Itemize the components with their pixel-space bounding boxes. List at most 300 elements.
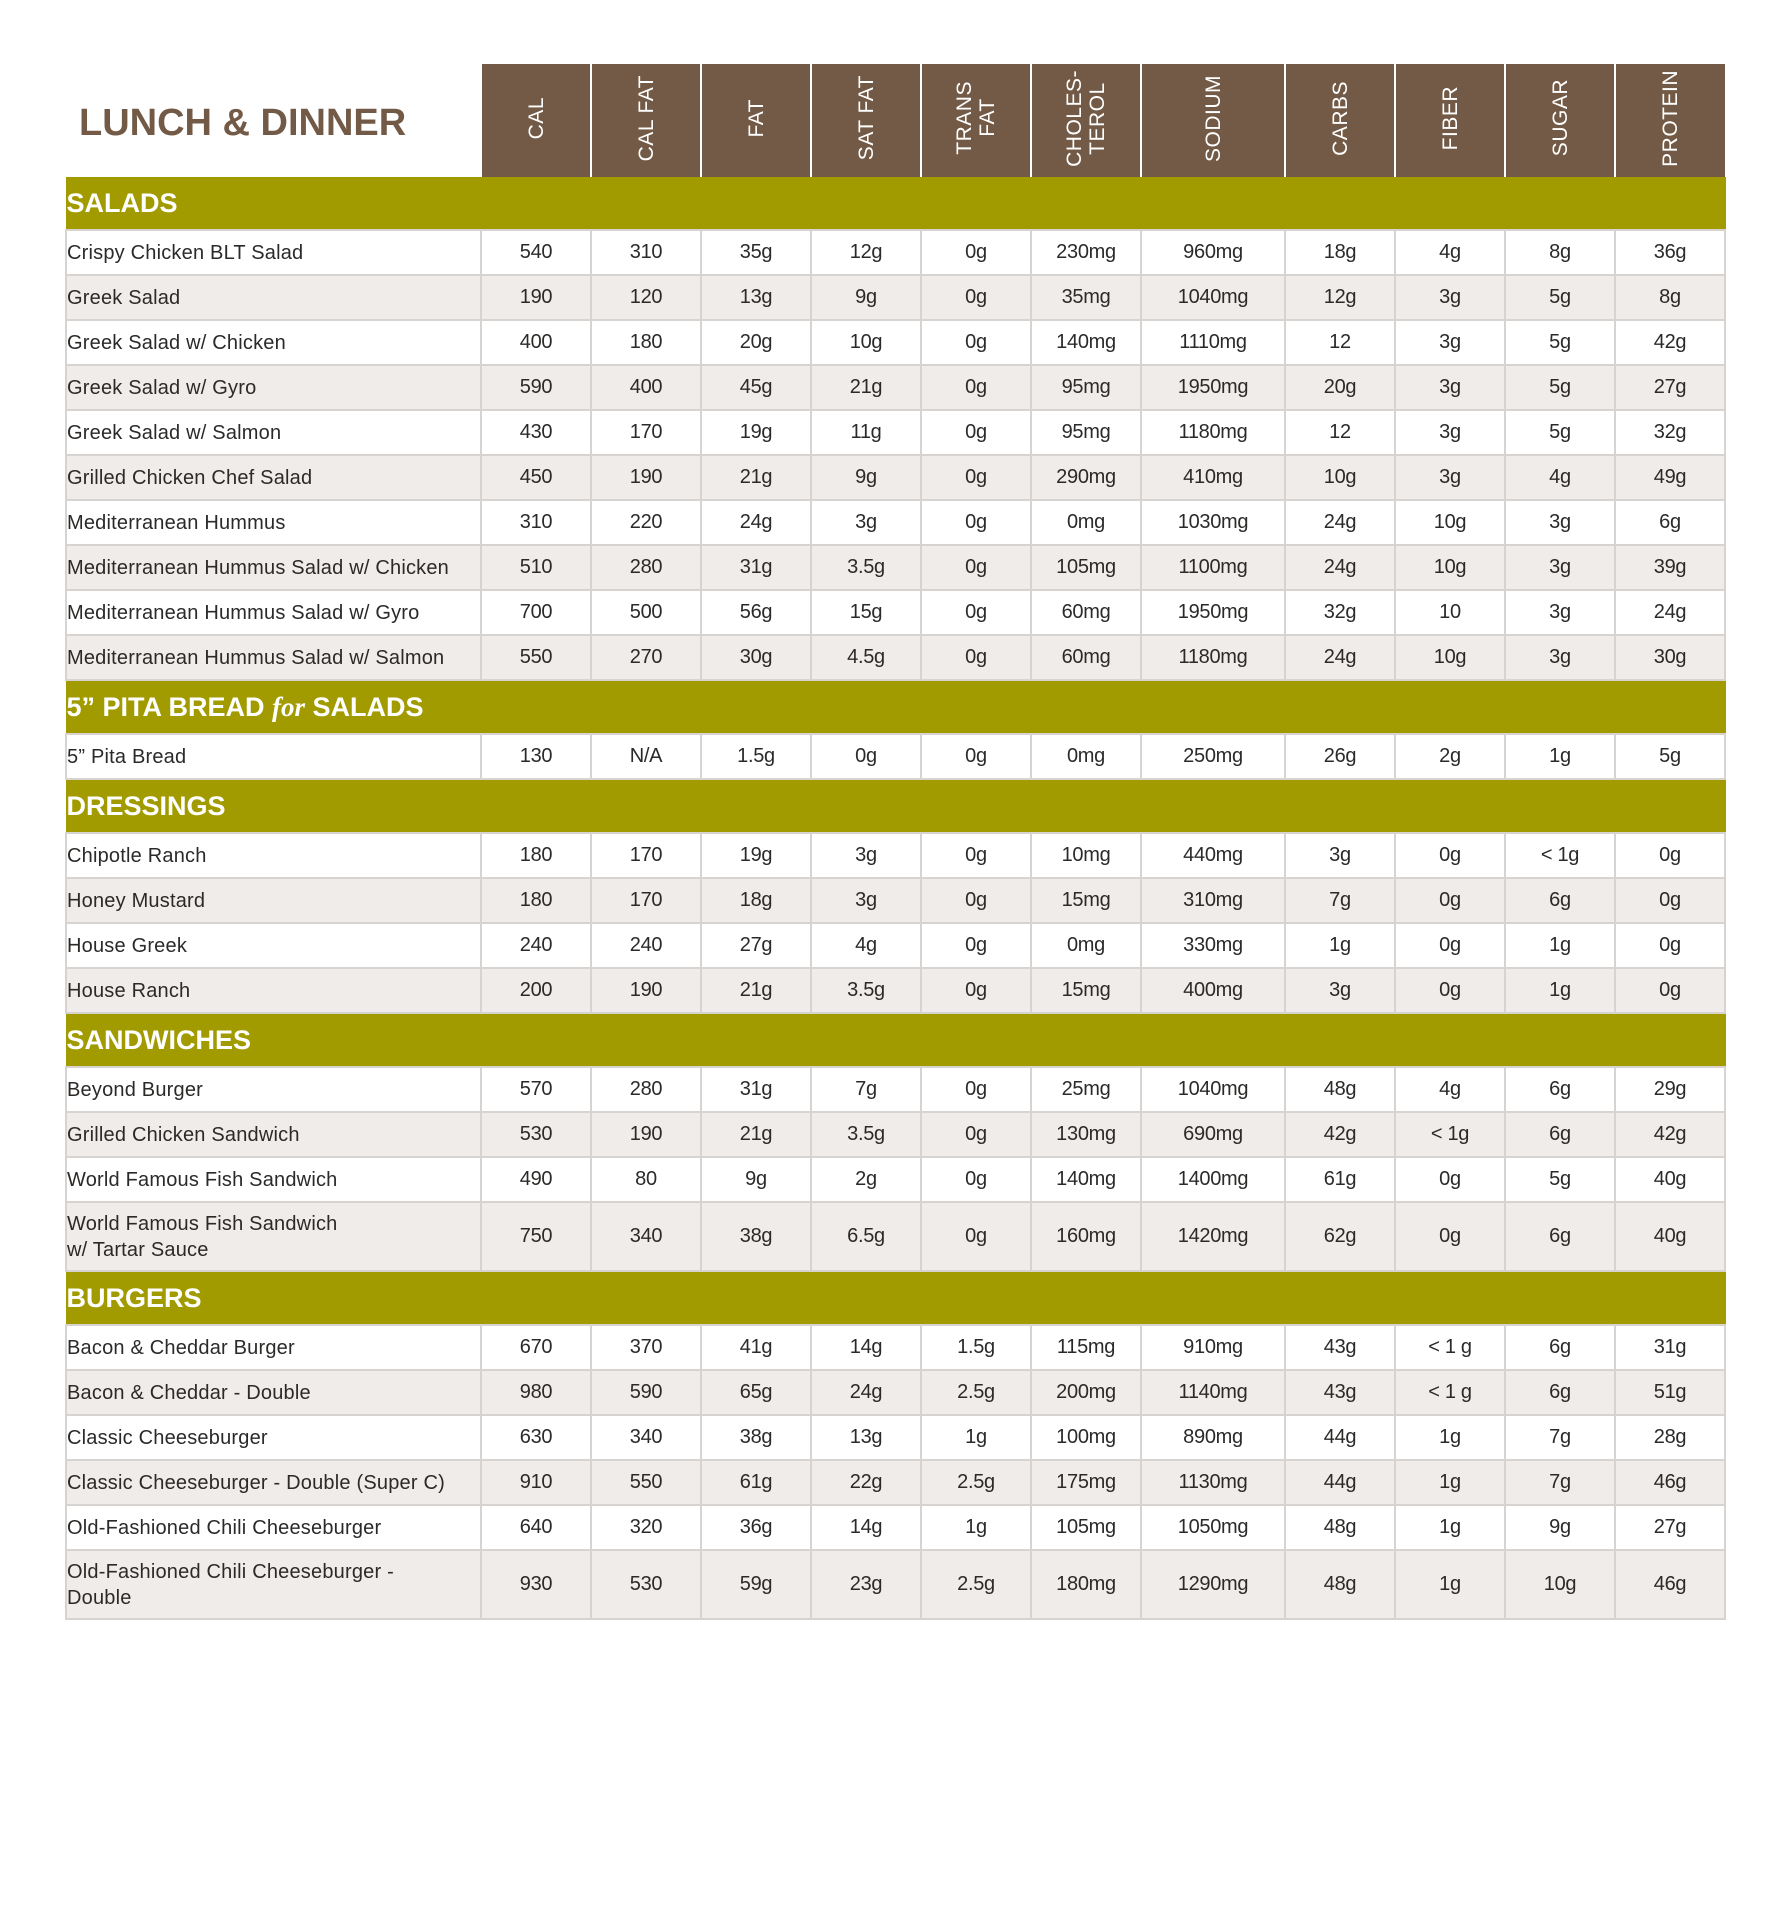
table-row (66, 1067, 1725, 1112)
nutrient-value: 130mg (1031, 1112, 1141, 1157)
nutrient-value: 0g (921, 545, 1031, 590)
nutrient-value: 44g (1285, 1415, 1395, 1460)
nutrient-value: 22g (811, 1460, 921, 1505)
col-header-fiber (1395, 64, 1505, 177)
nutrient-value: 5g (1505, 365, 1615, 410)
nutrient-value: 59g (701, 1550, 811, 1619)
table-body (66, 177, 1725, 1619)
nutrient-value: 1110mg (1141, 320, 1285, 365)
nutrient-value: 340 (591, 1202, 701, 1271)
nutrient-value: 3g (1505, 500, 1615, 545)
nutrient-value: 450 (481, 455, 591, 500)
nutrient-value: 12g (811, 230, 921, 275)
nutrient-value: 310 (591, 230, 701, 275)
nutrient-value: 48g (1285, 1550, 1395, 1619)
section-title-part: 5” PITA BREAD (66, 691, 273, 722)
nutrient-value: 65g (701, 1370, 811, 1415)
nutrient-value: 0g (811, 734, 921, 779)
nutrient-value: 12 (1285, 410, 1395, 455)
section-title-part: SALADS (305, 691, 424, 722)
nutrient-value: 400 (591, 365, 701, 410)
table-row (66, 500, 1725, 545)
nutrient-value: 370 (591, 1325, 701, 1370)
nutrient-value: 530 (591, 1550, 701, 1619)
table-row (66, 1505, 1725, 1550)
nutrient-value: 45g (701, 365, 811, 410)
nutrient-value: 430 (481, 410, 591, 455)
nutrient-value: 115mg (1031, 1325, 1141, 1370)
nutrient-value: 7g (1505, 1460, 1615, 1505)
nutrient-value: 5g (1505, 275, 1615, 320)
nutrient-value: 15mg (1031, 968, 1141, 1013)
nutrient-value: 24g (1285, 545, 1395, 590)
section-title: SALADS (66, 177, 1725, 230)
nutrient-value: 130 (481, 734, 591, 779)
nutrient-value: 49g (1615, 455, 1725, 500)
nutrient-value: 61g (1285, 1157, 1395, 1202)
nutrient-value: 1g (1395, 1505, 1505, 1550)
nutrient-value: 3g (1395, 320, 1505, 365)
nutrient-value: 0g (921, 410, 1031, 455)
nutrient-value: 0mg (1031, 734, 1141, 779)
nutrient-value: 28g (1615, 1415, 1725, 1460)
nutrient-value: 27g (1615, 1505, 1725, 1550)
nutrient-value: 3g (1395, 275, 1505, 320)
nutrient-value: 230mg (1031, 230, 1141, 275)
item-name: Greek Salad w/ Salmon (66, 410, 481, 455)
nutrient-value: 700 (481, 590, 591, 635)
nutrient-value: 170 (591, 878, 701, 923)
nutrient-value: 10 (1395, 590, 1505, 635)
col-header-label: PROTEIN (1659, 69, 1682, 167)
nutrient-value: 690mg (1141, 1112, 1285, 1157)
nutrient-value: 640 (481, 1505, 591, 1550)
nutrient-value: 0g (921, 833, 1031, 878)
nutrient-value: 21g (701, 455, 811, 500)
table-row (66, 833, 1725, 878)
nutrient-value: 43g (1285, 1370, 1395, 1415)
nutrient-value: 180 (481, 878, 591, 923)
nutrient-value: 290mg (1031, 455, 1141, 500)
item-name: Chipotle Ranch (66, 833, 481, 878)
nutrient-value: 3g (1505, 545, 1615, 590)
nutrient-value: 310 (481, 500, 591, 545)
nutrient-value: 140mg (1031, 320, 1141, 365)
nutrient-value: 200mg (1031, 1370, 1141, 1415)
nutrient-value: 190 (481, 275, 591, 320)
nutrient-value: 95mg (1031, 365, 1141, 410)
nutrient-value: 11g (811, 410, 921, 455)
nutrient-value: 5g (1505, 1157, 1615, 1202)
nutrient-value: 890mg (1141, 1415, 1285, 1460)
nutrient-value: 2g (1395, 734, 1505, 779)
table-row (66, 1112, 1725, 1157)
col-header-label: CAL FAT (634, 74, 658, 162)
col-header-label: FAT (744, 98, 768, 138)
nutrient-value: 18g (1285, 230, 1395, 275)
nutrient-value: 410mg (1141, 455, 1285, 500)
nutrient-value: 440mg (1141, 833, 1285, 878)
nutrient-value: 1g (1505, 734, 1615, 779)
nutrient-value: 0g (921, 590, 1031, 635)
col-header-cholesterol (1031, 64, 1141, 177)
nutrient-value: 6g (1505, 878, 1615, 923)
nutrient-value: 2.5g (921, 1460, 1031, 1505)
nutrient-value: 240 (481, 923, 591, 968)
nutrient-value: 310mg (1141, 878, 1285, 923)
nutrient-value: 550 (591, 1460, 701, 1505)
col-header-carbs (1285, 64, 1395, 177)
nutrient-value: 105mg (1031, 545, 1141, 590)
nutrient-value: 35g (701, 230, 811, 275)
nutrient-value: 4g (1395, 230, 1505, 275)
nutrient-value: 19g (701, 410, 811, 455)
nutrient-value: 60mg (1031, 635, 1141, 680)
item-name: Greek Salad w/ Gyro (66, 365, 481, 410)
nutrient-value: 0g (921, 230, 1031, 275)
table-row (66, 545, 1725, 590)
nutrient-value: 51g (1615, 1370, 1725, 1415)
nutrient-value: 6g (1615, 500, 1725, 545)
nutrient-value: 18g (701, 878, 811, 923)
item-name: House Greek (66, 923, 481, 968)
nutrient-value: 27g (701, 923, 811, 968)
nutrient-value: 0g (921, 365, 1031, 410)
nutrient-value: 180 (591, 320, 701, 365)
section-header-row (66, 779, 1725, 833)
nutrient-value: 0g (1615, 968, 1725, 1013)
nutrient-value: 10g (811, 320, 921, 365)
nutrient-value: 48g (1285, 1505, 1395, 1550)
nutrient-value: 0g (1615, 878, 1725, 923)
nutrient-value: 1g (1395, 1550, 1505, 1619)
nutrient-value: 200 (481, 968, 591, 1013)
nutrient-value: 910mg (1141, 1325, 1285, 1370)
item-name: Grilled Chicken Sandwich (66, 1112, 481, 1157)
nutrient-value: 24g (1285, 635, 1395, 680)
nutrient-value: 5g (1505, 320, 1615, 365)
nutrient-value: 6.5g (811, 1202, 921, 1271)
nutrient-value: 1950mg (1141, 590, 1285, 635)
nutrient-value: 330mg (1141, 923, 1285, 968)
nutrient-value: 750 (481, 1202, 591, 1271)
nutrient-value: 0g (921, 635, 1031, 680)
nutrient-value: 56g (701, 590, 811, 635)
nutrient-value: 180mg (1031, 1550, 1141, 1619)
nutrient-value: 4g (1505, 455, 1615, 500)
item-name: Honey Mustard (66, 878, 481, 923)
nutrient-value: 120 (591, 275, 701, 320)
nutrient-value: 0g (921, 878, 1031, 923)
nutrient-value: 2.5g (921, 1550, 1031, 1619)
nutrient-value: 0g (1395, 878, 1505, 923)
nutrient-value: 3g (1505, 635, 1615, 680)
col-header-label: SUGAR (1548, 79, 1572, 157)
nutrient-value: 1180mg (1141, 410, 1285, 455)
nutrient-value: 500 (591, 590, 701, 635)
nutrient-value: 1g (921, 1505, 1031, 1550)
nutrient-value: 0g (1395, 833, 1505, 878)
nutrient-value: 8g (1505, 230, 1615, 275)
nutrient-value: 61g (701, 1460, 811, 1505)
nutrient-value: 0g (921, 500, 1031, 545)
nutrient-value: < 1g (1395, 1112, 1505, 1157)
nutrient-value: 60mg (1031, 590, 1141, 635)
nutrient-value: 340 (591, 1415, 701, 1460)
table-row (66, 590, 1725, 635)
nutrient-value: 1100mg (1141, 545, 1285, 590)
nutrient-value: 3g (811, 878, 921, 923)
nutrient-value: 0g (921, 455, 1031, 500)
nutrient-value: 24g (811, 1370, 921, 1415)
nutrient-value: 6g (1505, 1370, 1615, 1415)
nutrient-value: 3.5g (811, 1112, 921, 1157)
nutrient-value: 280 (591, 545, 701, 590)
nutrient-value: 980 (481, 1370, 591, 1415)
item-name: Classic Cheeseburger (66, 1415, 481, 1460)
nutrient-value: 31g (701, 1067, 811, 1112)
nutrient-value: 46g (1615, 1550, 1725, 1619)
nutrient-value: 10g (1285, 455, 1395, 500)
table-row (66, 1460, 1725, 1505)
nutrient-value: 46g (1615, 1460, 1725, 1505)
nutrient-value: 540 (481, 230, 591, 275)
section-header-row (66, 1013, 1725, 1067)
nutrient-value: 8g (1615, 275, 1725, 320)
nutrient-value: 1g (1395, 1415, 1505, 1460)
nutrient-value: 10g (1395, 500, 1505, 545)
nutrient-value: 9g (1505, 1505, 1615, 1550)
title-cell (66, 64, 481, 177)
nutrient-value: 36g (701, 1505, 811, 1550)
col-header-cal (481, 64, 591, 177)
nutrient-value: 95mg (1031, 410, 1141, 455)
nutrient-value: 0g (921, 968, 1031, 1013)
nutrient-value: 1g (921, 1415, 1031, 1460)
nutrient-value: 10mg (1031, 833, 1141, 878)
column-header-row (66, 64, 1725, 177)
table-row (66, 1157, 1725, 1202)
nutrient-value: 15g (811, 590, 921, 635)
nutrient-value: 0g (1615, 833, 1725, 878)
nutrient-value: 14g (811, 1325, 921, 1370)
nutrient-value: 175mg (1031, 1460, 1141, 1505)
nutrient-value: 15mg (1031, 878, 1141, 923)
nutrient-value: 48g (1285, 1067, 1395, 1112)
nutrient-value: 9g (811, 455, 921, 500)
nutrient-value: 320 (591, 1505, 701, 1550)
section-title: SANDWICHES (66, 1013, 1725, 1067)
table-row (66, 1325, 1725, 1370)
nutrient-value: 0g (921, 320, 1031, 365)
nutrient-value: 510 (481, 545, 591, 590)
nutrient-value: 30g (701, 635, 811, 680)
nutrient-value: 1g (1285, 923, 1395, 968)
nutrient-value: 6g (1505, 1202, 1615, 1271)
nutrient-value: 2.5g (921, 1370, 1031, 1415)
nutrient-value: 1130mg (1141, 1460, 1285, 1505)
item-name: House Ranch (66, 968, 481, 1013)
table-row (66, 320, 1725, 365)
nutrient-value: 20g (701, 320, 811, 365)
nutrient-value: 12 (1285, 320, 1395, 365)
nutrient-value: 21g (701, 1112, 811, 1157)
section-title-italic: for (272, 691, 306, 722)
item-name: Old-Fashioned Chili Cheeseburger - Double (66, 1550, 481, 1619)
nutrient-value: < 1 g (1395, 1370, 1505, 1415)
nutrient-value: 10g (1395, 635, 1505, 680)
nutrient-value: 1.5g (921, 1325, 1031, 1370)
nutrient-value: 7g (1505, 1415, 1615, 1460)
nutrient-value: 0mg (1031, 923, 1141, 968)
section-title: BURGERS (66, 1271, 1725, 1325)
nutrient-value: 0g (921, 1202, 1031, 1271)
table-row (66, 734, 1725, 779)
nutrient-value: 100mg (1031, 1415, 1141, 1460)
nutrient-value: 32g (1285, 590, 1395, 635)
nutrient-value: 1290mg (1141, 1550, 1285, 1619)
nutrition-table (65, 64, 1726, 1620)
table-row (66, 230, 1725, 275)
nutrient-value: 9g (811, 275, 921, 320)
nutrient-value: 0g (1395, 923, 1505, 968)
item-name: Mediterranean Hummus Salad w/ Gyro (66, 590, 481, 635)
nutrient-value: 490 (481, 1157, 591, 1202)
nutrient-value: 3.5g (811, 545, 921, 590)
nutrient-value: 1400mg (1141, 1157, 1285, 1202)
nutrient-value: 42g (1615, 1112, 1725, 1157)
item-name: Classic Cheeseburger - Double (Super C) (66, 1460, 481, 1505)
nutrient-value: 0mg (1031, 500, 1141, 545)
item-name: World Famous Fish Sandwich w/ Tartar Sauce (66, 1202, 481, 1271)
nutrient-value: 14g (811, 1505, 921, 1550)
nutrient-value: 7g (1285, 878, 1395, 923)
nutrient-value: 3g (1395, 410, 1505, 455)
nutrient-value: 170 (591, 410, 701, 455)
col-header-label: SAT FAT (854, 75, 878, 161)
nutrient-value: 40g (1615, 1157, 1725, 1202)
nutrient-value: 5g (1615, 734, 1725, 779)
table-row (66, 1415, 1725, 1460)
table-row (66, 968, 1725, 1013)
section-header-row (66, 177, 1725, 230)
nutrient-value: 160mg (1031, 1202, 1141, 1271)
nutrient-value: 4g (1395, 1067, 1505, 1112)
item-name: Greek Salad w/ Chicken (66, 320, 481, 365)
nutrient-value: 19g (701, 833, 811, 878)
item-name: Crispy Chicken BLT Salad (66, 230, 481, 275)
nutrient-value: 0g (921, 275, 1031, 320)
nutrient-value: 0g (921, 1067, 1031, 1112)
nutrient-value: 10g (1505, 1550, 1615, 1619)
nutrient-value: 190 (591, 968, 701, 1013)
nutrient-value: 40g (1615, 1202, 1725, 1271)
col-header-label: CHOLES- TEROL (1063, 69, 1109, 167)
nutrient-value: 5g (1505, 410, 1615, 455)
nutrient-value: 530 (481, 1112, 591, 1157)
nutrient-value: 23g (811, 1550, 921, 1619)
table-row (66, 410, 1725, 455)
nutrient-value: 590 (481, 365, 591, 410)
nutrient-value: < 1g (1505, 833, 1615, 878)
nutrient-value: 42g (1285, 1112, 1395, 1157)
nutrient-value: 630 (481, 1415, 591, 1460)
col-header-sat-fat (811, 64, 921, 177)
col-header-fat (701, 64, 811, 177)
nutrient-value: 24g (1615, 590, 1725, 635)
item-name: Mediterranean Hummus Salad w/ Salmon (66, 635, 481, 680)
nutrient-value: 80 (591, 1157, 701, 1202)
nutrient-value: 42g (1615, 320, 1725, 365)
nutrient-value: 21g (811, 365, 921, 410)
nutrient-value: 3g (1505, 590, 1615, 635)
nutrient-value: 0g (1395, 1202, 1505, 1271)
nutrient-value: 3g (1285, 968, 1395, 1013)
section-title: DRESSINGS (66, 779, 1725, 833)
nutrient-value: 62g (1285, 1202, 1395, 1271)
nutrient-value: 2g (811, 1157, 921, 1202)
nutrient-value: 39g (1615, 545, 1725, 590)
nutrient-value: 44g (1285, 1460, 1395, 1505)
nutrient-value: 36g (1615, 230, 1725, 275)
nutrient-value: 930 (481, 1550, 591, 1619)
item-name: Mediterranean Hummus (66, 500, 481, 545)
col-header-label: SODIUM (1201, 74, 1225, 162)
nutrient-value: 13g (811, 1415, 921, 1460)
nutrient-value: 24g (701, 500, 811, 545)
nutrient-value: 1.5g (701, 734, 811, 779)
nutrient-value: 30g (1615, 635, 1725, 680)
section-header-row (66, 680, 1725, 734)
nutrient-value: 20g (1285, 365, 1395, 410)
table-row (66, 365, 1725, 410)
col-header-label: FIBER (1438, 85, 1462, 151)
nutrient-value: 1180mg (1141, 635, 1285, 680)
nutrient-value: 10g (1395, 545, 1505, 590)
nutrient-value: 4g (811, 923, 921, 968)
col-header-cal-fat (591, 64, 701, 177)
nutrient-value: 400 (481, 320, 591, 365)
nutrient-value: N/A (591, 734, 701, 779)
nutrient-value: 570 (481, 1067, 591, 1112)
nutrient-value: 1g (1505, 968, 1615, 1013)
nutrient-value: 3g (811, 500, 921, 545)
col-header-sodium (1141, 64, 1285, 177)
nutrient-value: 960mg (1141, 230, 1285, 275)
nutrient-value: 3g (1395, 365, 1505, 410)
nutrient-value: 7g (811, 1067, 921, 1112)
item-name: Grilled Chicken Chef Salad (66, 455, 481, 500)
nutrient-value: 1950mg (1141, 365, 1285, 410)
table-row (66, 878, 1725, 923)
nutrient-value: 32g (1615, 410, 1725, 455)
section-title (66, 680, 1725, 734)
nutrient-value: 1g (1505, 923, 1615, 968)
item-name: Old-Fashioned Chili Cheeseburger (66, 1505, 481, 1550)
nutrient-value: 590 (591, 1370, 701, 1415)
nutrient-value: 0g (921, 923, 1031, 968)
nutrient-value: 0g (921, 1157, 1031, 1202)
table-row (66, 275, 1725, 320)
nutrient-value: 190 (591, 455, 701, 500)
nutrient-value: 41g (701, 1325, 811, 1370)
nutrient-value: 220 (591, 500, 701, 545)
nutrient-value: 670 (481, 1325, 591, 1370)
nutrient-value: 3g (1395, 455, 1505, 500)
table-row (66, 455, 1725, 500)
nutrient-value: 1030mg (1141, 500, 1285, 545)
nutrient-value: 140mg (1031, 1157, 1141, 1202)
